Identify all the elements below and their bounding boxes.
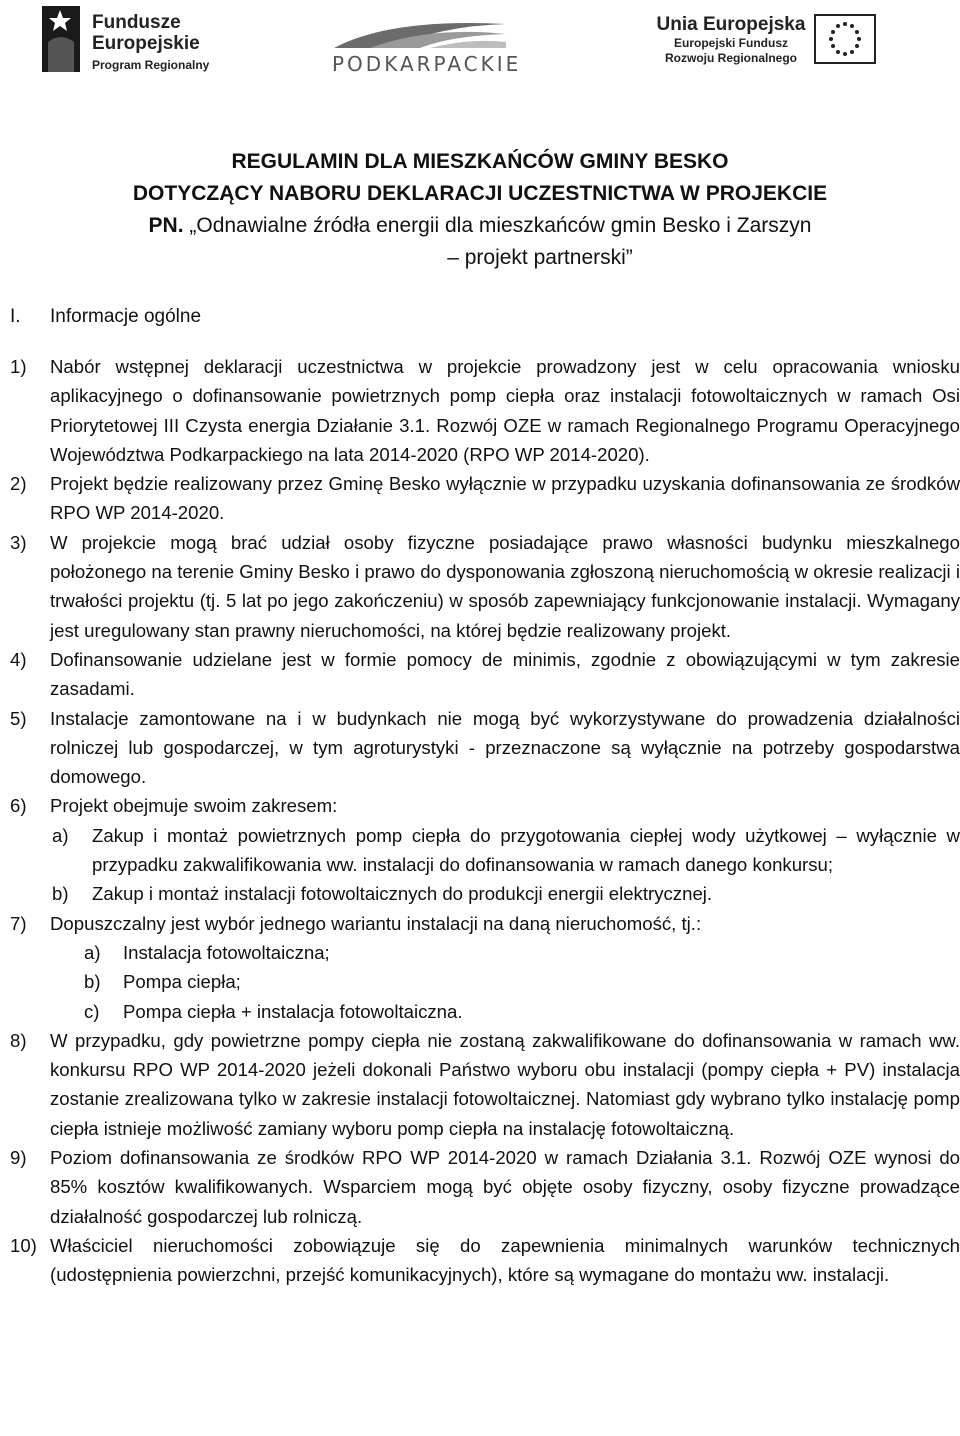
list-item-text: W przypadku, gdy powietrzne pompy ciepła nie zostaną zakwalifikowane do dofinansowania w ramach ww. konkursu RPO WP 2014-2020 jeżeli dokonali Państwo wyboru obu instalacji (pompy ciepła + PV) instalacja zostanie zrealizowana tylko w zakresie instalacji fotowoltaicznej. Natomiast gdy wybrano tylko instalację pomp ciepła istnieje możliwość zamiany wyboru pomp ciepła na instalację fotowoltaiczną. [50,1029,960,1139]
list-item [0,1026,960,1143]
list-item [0,1143,960,1231]
header-logos [0,0,960,90]
sub-list-item [0,967,960,996]
title-line3-prefix: PN. [148,214,184,237]
list-item-text: Poziom dofinansowania ze środków RPO WP 2014-2020 w ramach Działania 3.1. Rozwój OZE wynosi do 85% kosztów kwalifikowanych. Wsparciem mogą być objęte osoby fizyczny, osoby fizyczne prowadzące działalność gospodarczej lub rolniczą. [50,1147,960,1227]
document-content [0,352,960,1290]
list-item [0,909,960,938]
podkarpackie-emblem-icon [330,12,510,52]
list-item-text: Projekt obejmuje swoim zakresem: [50,795,338,817]
sub-list-item-letter: a) [52,824,69,846]
title-line3 [0,210,960,242]
list-item-number: 9) [10,1147,27,1169]
list-item-number: 5) [10,707,27,729]
fe-emblem-icon [38,2,84,76]
sub-list-item-text: Zakup i montaż instalacji fotowoltaicznych do produkcji energii elektrycznej. [92,883,713,905]
list-item-number: 4) [10,648,27,670]
list-item [0,469,960,528]
list-item-text: Instalacje zamontowane na i w budynkach nie mogą być wykorzystywane do prowadzenia działalności rolniczej lub gospodarczej, w tym agroturystyki - przeznaczone są wyłącznie na potrzeby gospodarstwa domowego. [50,707,960,788]
list-item [0,645,960,704]
section-title: Informacje ogólne [50,306,202,327]
document-title [0,146,960,274]
section-heading [10,306,201,328]
section-number: I. [10,306,21,327]
sub-list-item-text: Pompa ciepła + instalacja fotowoltaiczna. [123,1000,463,1022]
list-item-text: Dopuszczalny jest wybór jednego wariantu instalacji na daną nieruchomość, tj.: [50,912,702,934]
eu-flag-icon [814,14,876,64]
sub-list-item [0,879,960,908]
fundusze-europejskie-logo [38,2,238,76]
podkarpackie-logo [330,12,522,76]
sub-list-item-text: Zakup i montaż powietrznych pomp ciepła do przygotowania ciepłej wody użytkowej – wyłącznie w przypadku zakwalifikowania ww. instalacji do dofinansowania w ramach danego konkursu; [92,824,960,876]
sub-list-item-text: Pompa ciepła; [123,971,241,993]
fe-logo-line3: Program Regionalny [92,58,210,72]
sub-list-item-text: Instalacja fotowoltaiczna; [123,941,330,963]
list-item-number: 1) [10,356,27,377]
title-line2: DOTYCZĄCY NABORU DEKLARACJI UCZESTNICTWA W PROJEKCIE [132,182,828,205]
list-item-text: Właściciel nieruchomości zobowiązuje się do zapewnienia minimalnych warunków technicznych (udostępnienia powierzchni, przejść komunikacyjnych), które są wymagane do montażu ww. instalacji. [50,1234,960,1286]
list-item [0,352,960,469]
list-item-text: W projekcie mogą brać udział osoby fizyczne posiadające prawo własności budynku mieszkalnego położonego na terenie Gminy Besko i prawo do dysponowania zgłoszoną nieruchomością w okresie realizacji i trwałości projektu (tj. 5 lat po jego zakończeniu) w sposób zapewniający funkcjonowanie instalacji. Wymagany jest uregulowany stan prawny nieruchomości, na której będzie realizowany projekt. [50,531,960,641]
sub-list-item-letter: c) [84,1000,100,1022]
list-item-text: Projekt będzie realizowany przez Gminę Besko wyłącznie w przypadku uzyskania dofinansowania ze środków RPO WP 2014-2020. [50,473,960,524]
sub-list-item [0,938,960,967]
list-item-number: 10) [10,1234,37,1256]
eu-logo-line3: Rozwoju Regionalnego [665,51,797,65]
sub-list-item-letter: b) [84,971,101,993]
list-item [0,528,960,645]
list-item [0,791,960,820]
eu-logo-line1: Unia Europejska [656,14,806,35]
list-item [0,704,960,792]
sub-list-item [0,821,960,880]
list-item-number: 3) [10,531,27,553]
list-item-text: Nabór wstępnej deklaracji uczestnictwa w projekcie prowadzony jest w celu opracowania wniosku aplikacyjnego o dofinansowanie powietrznych pomp ciepła oraz instalacji fotowoltaicznych w ramach Osi Priorytetowej III Czysta energia Działanie 3.1. Rozwój OZE w ramach Regionalnego Programu Operacyjnego Województwa Podkarpackiego na lata 2014-2020 (RPO WP 2014-2020). [50,356,960,465]
list-item [0,1231,960,1290]
unia-europejska-logo [656,14,926,74]
fe-logo-line2: Europejskie [92,33,200,54]
title-line3-rest: „Odnawialne źródła energii dla mieszkańców gmin Besko i Zarszyn [183,214,812,237]
fe-logo-line1: Fundusze [92,12,181,33]
title-line4: – projekt partnerski” [447,246,633,269]
sub-list-item-letter: b) [52,883,69,905]
sub-list-item-letter: a) [84,941,101,963]
podkarpackie-logo-text: PODKARPACKIE [332,52,522,76]
list-item-number: 7) [10,912,27,934]
list-item-number: 8) [10,1029,27,1051]
list-item-number: 2) [10,473,27,495]
eu-logo-line2: Europejski Fundusz [673,36,788,50]
sub-list-item [0,997,960,1026]
list-item-text: Dofinansowanie udzielane jest w formie pomocy de minimis, zgodnie z obowiązującymi w tym zakresie zasadami. [50,648,960,700]
list-item-number: 6) [10,795,27,817]
title-line1: REGULAMIN DLA MIESZKAŃCÓW GMINY BESKO [231,150,729,173]
